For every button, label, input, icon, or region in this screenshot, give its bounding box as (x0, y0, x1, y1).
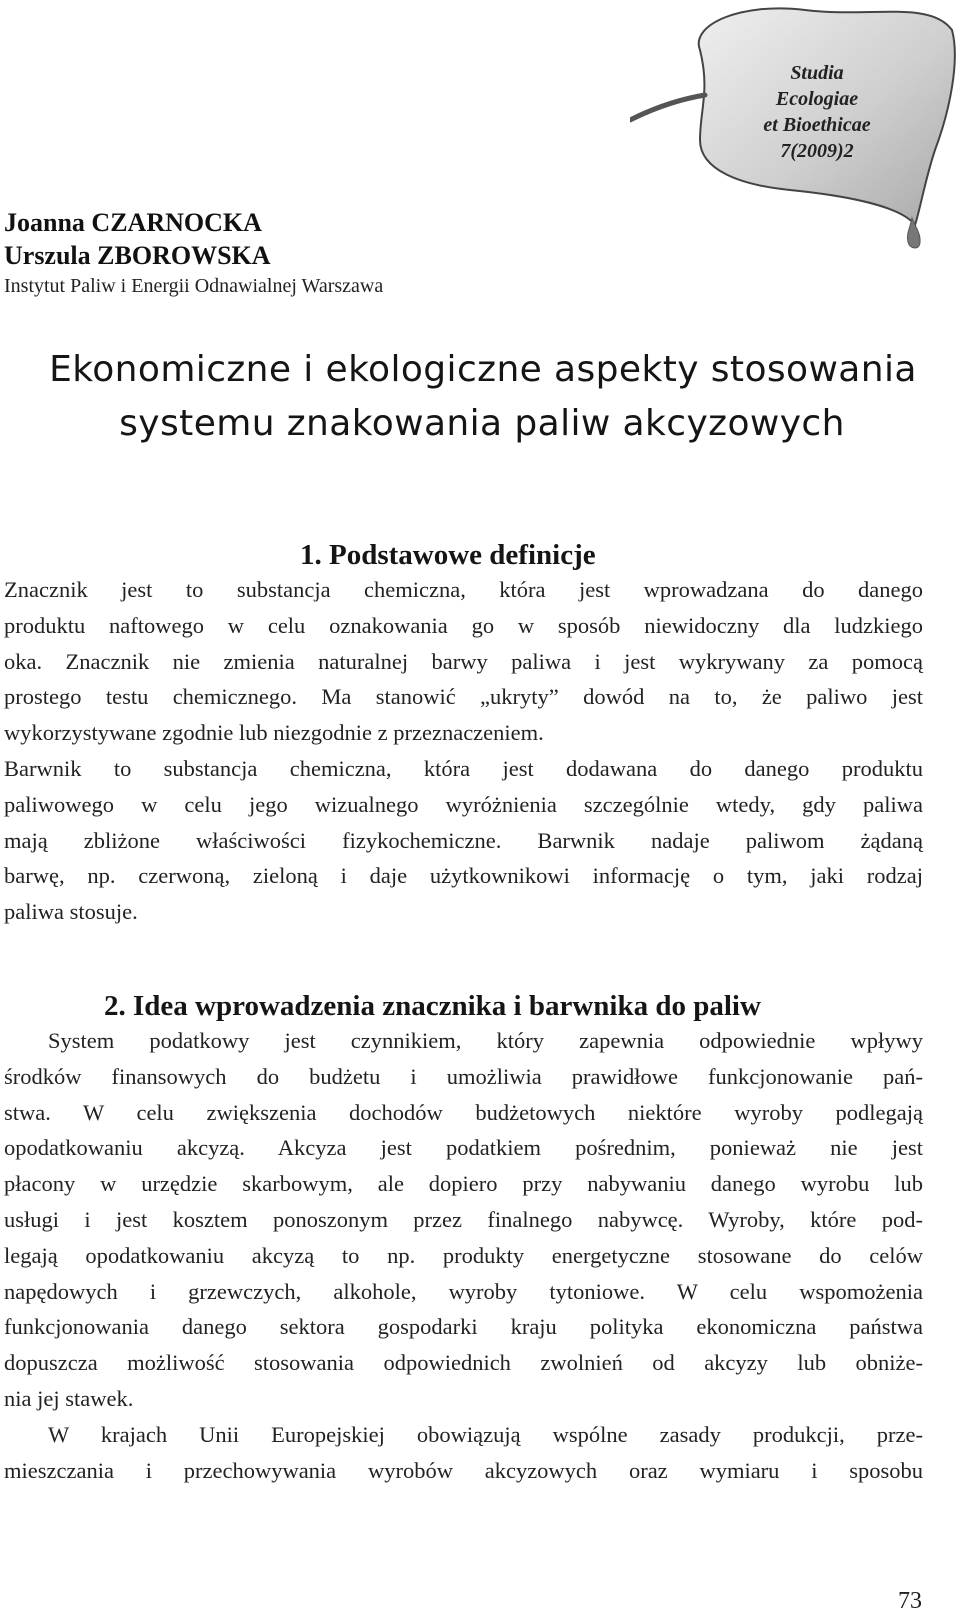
journal-line-2: Ecologiae (775, 88, 859, 110)
text-line: oka. Znacznik nie zmienia naturalnej barwy paliwa i jest wykrywany za pomocą (4, 648, 923, 674)
text-line: usługi i jest kosztem ponoszonym przez finalnego nabywcę. Wyroby, które pod- (4, 1206, 923, 1232)
text-line: opodatkowaniu akcyzą. Akcyza jest podatkiem pośrednim, ponieważ nie jest (4, 1135, 923, 1161)
text-line: Znacznik jest to substancja chemiczna, która jest wprowadzana do danego (4, 577, 923, 602)
journal-issue: 7(2009)2 (780, 140, 854, 162)
text-line: wykorzystywane zgodnie lub niezgodnie z przeznaczeniem. (4, 720, 544, 746)
text-line: mieszczania i przechowywania wyrobów akcyzowych oraz wymiaru i sposobu (4, 1457, 923, 1483)
section-2-body (4, 1023, 923, 1488)
text-line: napędowych i grzewczych, alkohole, wyroby tytoniowe. W celu wspomożenia (4, 1278, 923, 1304)
author-name: Joanna CZARNOCKA (4, 208, 262, 237)
text-line: paliwa stosuje. (4, 899, 138, 925)
text-line: funkcjonowania danego sektora gospodarki kraju polityka ekonomiczna państwa (4, 1314, 923, 1340)
authors-block (4, 206, 383, 300)
text-line: mają zbliżone właściwości fizykochemiczne. Barwnik nadaje paliwom żądaną (4, 827, 923, 853)
title-line: Ekonomiczne i ekologiczne aspekty stosowania (49, 349, 917, 390)
text-line: prostego testu chemicznego. Ma stanowić „ukryty” dowód na to, że paliwo jest (4, 684, 923, 710)
text-line: nia jej stawek. (4, 1385, 134, 1411)
text-line: paliwowego w celu jego wizualnego wyróżnienia szczególnie wtedy, gdy paliwa (4, 791, 923, 817)
author-name: Urszula ZBOROWSKA (4, 241, 271, 270)
text-line: System podatkowy jest czynnikiem, który zapewnia odpowiednie wpływy (48, 1028, 923, 1053)
journal-name (712, 60, 922, 164)
text-line: dopuszcza możliwość stosowania odpowiednich zwolnień od akcyzy lub obniże- (4, 1350, 923, 1376)
text-line: produktu naftowego w celu oznakowania go w sposób niewidoczny dla ludzkiego (4, 612, 923, 638)
text-line: legają opodatkowaniu akcyzą to np. produkty energetyczne stosowane do celów (4, 1242, 923, 1268)
text-line: stwa. W celu zwiększenia dochodów budżetowych niektóre wyroby podlegają (4, 1099, 923, 1125)
text-line: W krajach Unii Europejskiej obowiązują wspólne zasady produkcji, prze- (48, 1421, 923, 1447)
text-line: płacony w urzędzie skarbowym, ale dopiero przy nabywaniu danego wyrobu lub (4, 1171, 923, 1197)
journal-line-3: et Bioethicae (763, 114, 871, 136)
text-line: barwę, np. czerwoną, zieloną i daje użytkownikowi informację o tym, jaki rodzaj (4, 863, 923, 889)
section-1-body (4, 572, 923, 930)
section-heading: 2. Idea wprowadzenia znacznika i barwnika do paliw (104, 990, 761, 1022)
affiliation: Instytut Paliw i Energii Odnawialnej Warszawa (4, 275, 384, 297)
title-line: systemu znakowania paliw akcyzowych (119, 403, 845, 444)
article-title (0, 343, 960, 451)
text-line: Barwnik to substancja chemiczna, która jest dodawana do danego produktu (4, 755, 923, 781)
section-heading: 1. Podstawowe definicje (300, 539, 596, 571)
page-number: 73 (898, 1588, 922, 1614)
journal-line-1: Studia (790, 62, 844, 84)
text-line: środków finansowych do budżetu i umożliwia prawidłowe funkcjonowanie pań- (4, 1063, 923, 1089)
